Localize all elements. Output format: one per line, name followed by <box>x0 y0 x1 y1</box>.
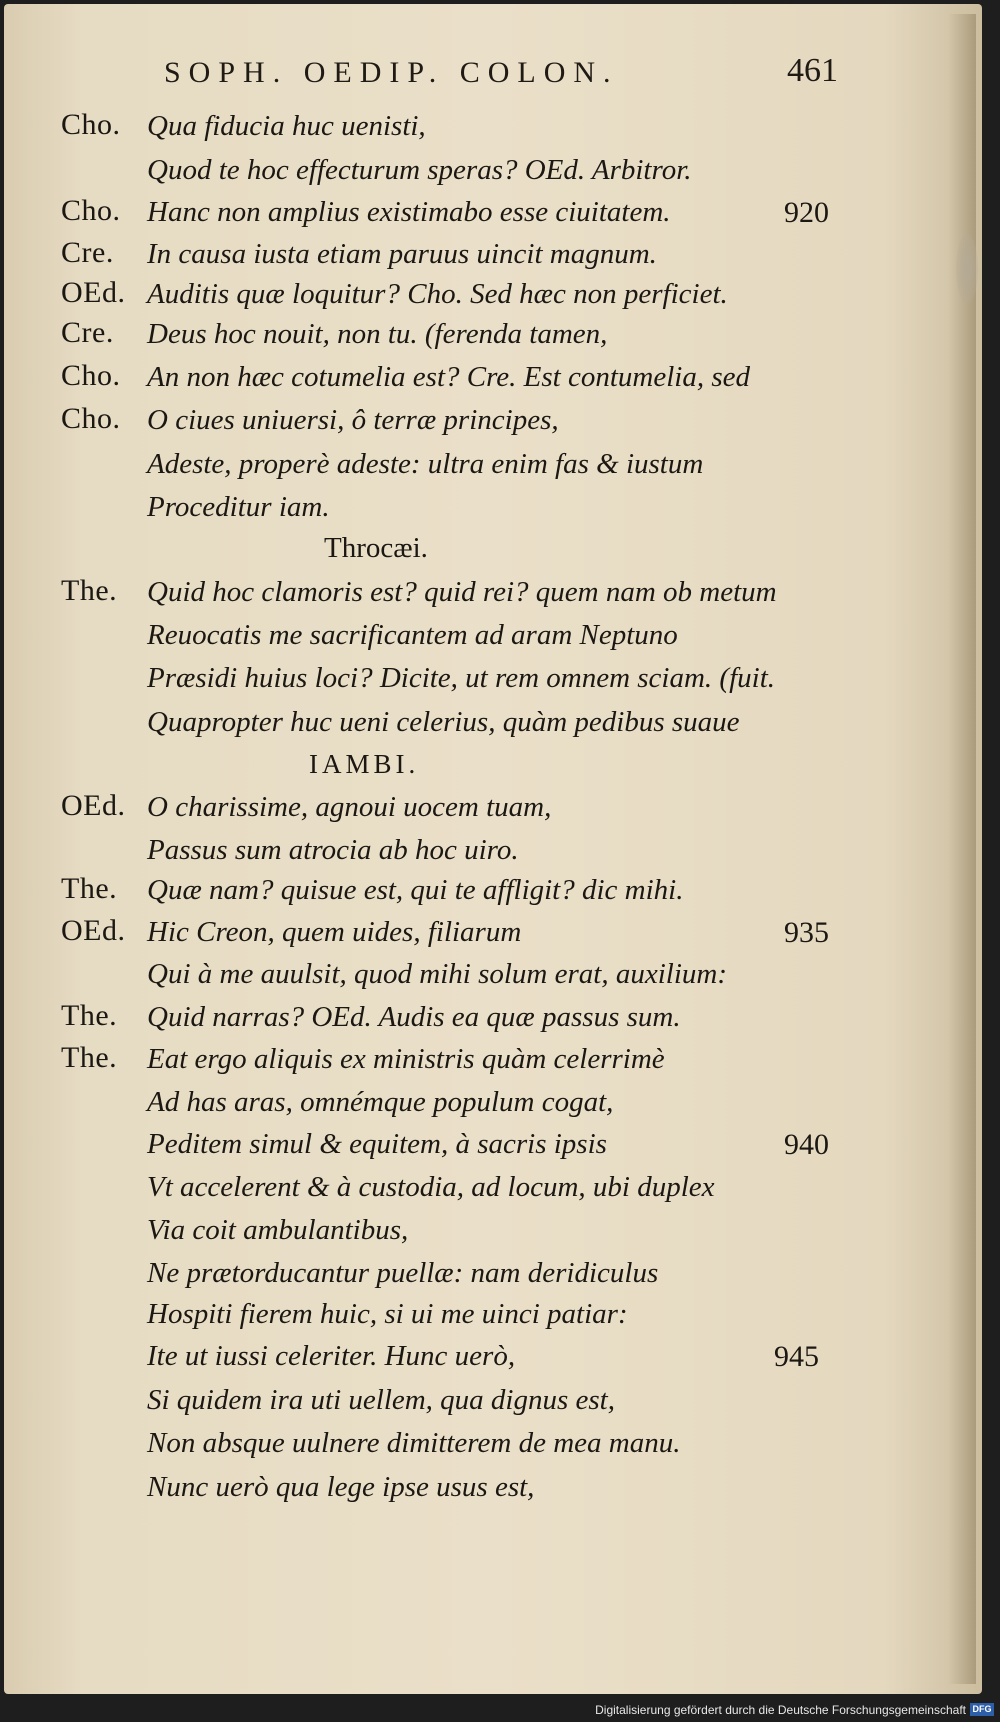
verse-line <box>4 1084 982 1124</box>
verse-line <box>4 276 982 316</box>
verse-text: Qui à me auulsit, quod mihi solum erat, auxilium: <box>147 958 727 990</box>
book-page <box>4 4 982 1694</box>
speaker-label: The. <box>61 1041 118 1074</box>
verse-line <box>4 1041 982 1081</box>
dfg-logo: DFG <box>970 1703 994 1716</box>
verse-line <box>4 789 982 829</box>
verse-text: Nunc uerò qua lege ipse usus est, <box>147 1471 535 1503</box>
verse-line <box>4 1469 982 1509</box>
line-number: 940 <box>784 1128 829 1161</box>
verse-line <box>4 1338 982 1378</box>
verse-line <box>4 1425 982 1465</box>
section-heading-iambi: IAMBI. <box>309 749 420 779</box>
line-number: 945 <box>774 1340 819 1373</box>
verse-line <box>4 359 982 399</box>
speaker-label: OEd. <box>61 276 126 309</box>
verse-text: Ne prætorducantur puellæ: nam deridiculus <box>147 1257 659 1289</box>
speaker-label: Cho. <box>61 359 121 392</box>
verse-text: Quod te hoc effecturum speras? OEd. Arbitror. <box>147 154 692 186</box>
speaker-label: The. <box>61 574 118 607</box>
verse-line <box>4 1382 982 1422</box>
verse-line <box>4 446 982 486</box>
verse-text: Proceditur iam. <box>147 491 330 523</box>
verse-text: Passus sum atrocia ab hoc uiro. <box>147 834 519 866</box>
line-number: 920 <box>784 196 829 229</box>
verse-line <box>4 402 982 442</box>
verse-line <box>4 956 982 996</box>
verse-text: Hospiti fierem huic, si ui me uinci patiar: <box>147 1298 628 1330</box>
speaker-label: Cho. <box>61 402 121 435</box>
speaker-label: The. <box>61 999 118 1032</box>
verse-line <box>4 236 982 276</box>
verse-text: O charissime, agnoui uocem tuam, <box>147 791 552 823</box>
dfg-credit-text: Digitalisierung gefördert durch die Deutsche Forschungsgemeinschaft <box>595 1703 966 1717</box>
verse-text: Quid narras? OEd. Audis ea quæ passus sum. <box>147 1001 681 1033</box>
verse-line <box>4 316 982 356</box>
verse-text: Hanc non amplius existimabo esse ciuitatem. <box>147 196 671 228</box>
speaker-label: OEd. <box>61 914 126 947</box>
verse-text: In causa iusta etiam paruus uincit magnum. <box>147 238 657 270</box>
verse-line <box>4 574 982 614</box>
verse-line <box>4 1255 982 1295</box>
verse-line <box>4 1296 982 1336</box>
verse-text: Adeste, properè adeste: ultra enim fas & iustum <box>147 448 704 480</box>
verse-text: Vt accelerent & à custodia, ad locum, ubi duplex <box>147 1171 715 1203</box>
verse-text: Non absque uulnere dimitterem de mea manu. <box>147 1427 681 1459</box>
verse-text: Qua fiducia huc uenisti, <box>147 110 426 142</box>
verse-text: Reuocatis me sacrificantem ad aram Neptuno <box>147 619 678 651</box>
digitization-footer <box>0 1698 1000 1722</box>
verse-text: Ite ut iussi celeriter. Hunc uerò, <box>147 1340 516 1372</box>
verse-text: Deus hoc nouit, non tu. (ferenda tamen, <box>147 318 608 350</box>
verse-text: Quapropter huc ueni celerius, quàm pedibus suaue <box>147 706 740 738</box>
verse-line <box>4 108 982 148</box>
page-number: 461 <box>787 52 838 89</box>
verse-line <box>4 704 982 744</box>
verse-line <box>4 194 982 234</box>
verse-line <box>4 914 982 954</box>
verse-line <box>4 872 982 912</box>
verse-line <box>4 152 982 192</box>
speaker-label: Cre. <box>61 236 114 269</box>
verse-text: Peditem simul & equitem, à sacris ipsis <box>147 1128 607 1160</box>
verse-text: An non hæc cotumelia est? Cre. Est contumelia, sed <box>147 361 750 393</box>
verse-text: O ciues uniuersi, ô terræ principes, <box>147 404 559 436</box>
verse-line <box>4 617 982 657</box>
verse-text: Si quidem ira uti uellem, qua dignus est, <box>147 1384 615 1416</box>
verse-text: Eat ergo aliquis ex ministris quàm celerrimè <box>147 1043 665 1075</box>
speaker-label: OEd. <box>61 789 126 822</box>
verse-line <box>4 999 982 1039</box>
verse-text: Quid hoc clamoris est? quid rei? quem nam ob metum <box>147 576 777 608</box>
section-heading-throcaei: Throcæi. <box>324 532 428 564</box>
verse-text: Præsidi huius loci? Dicite, ut rem omnem sciam. (fuit. <box>147 662 776 694</box>
verse-line <box>4 489 982 529</box>
speaker-label: Cho. <box>61 108 121 141</box>
verse-line <box>4 1126 982 1166</box>
verse-line <box>4 1169 982 1209</box>
line-number: 935 <box>784 916 829 949</box>
verse-line <box>4 1212 982 1252</box>
verse-line <box>4 660 982 700</box>
verse-text: Ad has aras, omnémque populum cogat, <box>147 1086 614 1118</box>
verse-text: Auditis quæ loquitur? Cho. Sed hæc non perficiet. <box>147 278 728 310</box>
speaker-label: Cre. <box>61 316 114 349</box>
running-header: SOPH. OEDIP. COLON. <box>164 56 619 89</box>
speaker-label: The. <box>61 872 118 905</box>
verse-text: Hic Creon, quem uides, filiarum <box>147 916 522 948</box>
verse-text: Via coit ambulantibus, <box>147 1214 409 1246</box>
verse-text: Quæ nam? quisue est, qui te affligit? dic mihi. <box>147 874 684 906</box>
speaker-label: Cho. <box>61 194 121 227</box>
verse-line <box>4 832 982 872</box>
